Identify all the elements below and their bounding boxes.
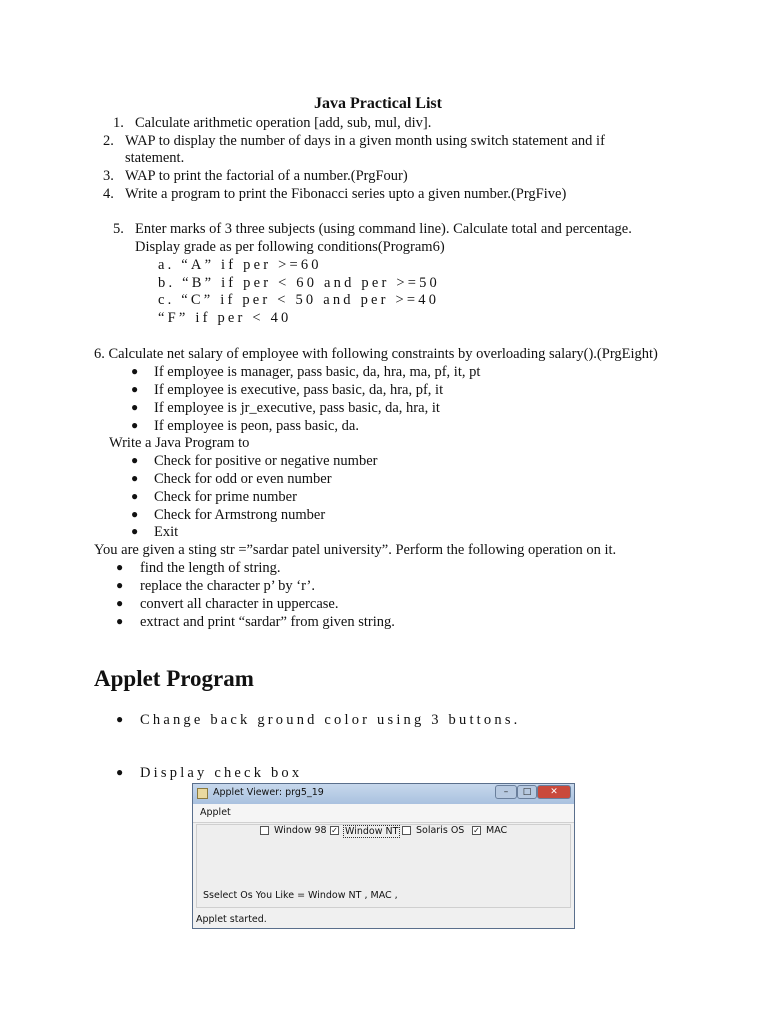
bullet-item: Check for odd or even number bbox=[154, 471, 332, 487]
section-text: You are given a sting str =”sardar patel university”. Perform the following operation on it. bbox=[94, 542, 617, 558]
bullet-icon: ● bbox=[131, 524, 139, 538]
bullet-icon: ● bbox=[116, 560, 124, 574]
bullet-icon: ● bbox=[116, 578, 124, 592]
checkbox-label: Solaris OS bbox=[416, 825, 465, 836]
bullet-icon: ● bbox=[131, 400, 139, 414]
bullet-icon: ● bbox=[131, 471, 139, 485]
bullet-item: Check for Armstrong number bbox=[154, 507, 326, 523]
checkbox-label: MAC bbox=[486, 825, 508, 836]
list-item: WAP to print the factorial of a number.(PrgFour) bbox=[125, 168, 408, 184]
checkbox-label: Window NT bbox=[345, 826, 399, 837]
checkbox-mac[interactable]: ✓ bbox=[473, 826, 480, 835]
bullet-item: find the length of string. bbox=[140, 560, 281, 576]
bullet-icon: ● bbox=[131, 453, 139, 467]
applet-heading: Applet Program bbox=[94, 666, 254, 691]
list-item-num: 4. bbox=[103, 186, 114, 202]
list-item-num: 1. bbox=[113, 115, 124, 131]
status-bar: Applet started. bbox=[196, 914, 267, 925]
bullet-item: extract and print “sardar” from given string. bbox=[140, 614, 395, 630]
section-text: Write a Java Program to bbox=[109, 435, 250, 451]
list-item-num: 3. bbox=[103, 168, 114, 184]
list-item: 6. Calculate net salary of employee with following constraints by overloading salary().(PrgEight) bbox=[94, 346, 658, 362]
list-item: WAP to display the number of days in a given month using switch statement and if bbox=[125, 133, 605, 149]
checkbox-window-98[interactable] bbox=[260, 826, 269, 835]
bullet-item: convert all character in uppercase. bbox=[140, 596, 339, 612]
bullet-icon: ● bbox=[131, 364, 139, 378]
bullet-item: replace the character p’ by ‘r’. bbox=[140, 578, 315, 594]
minimize-icon[interactable]: – bbox=[495, 785, 517, 799]
maximize-icon[interactable]: □ bbox=[517, 785, 537, 799]
bullet-item: If employee is executive, pass basic, da, hra, pf, it bbox=[154, 382, 444, 398]
list-item-continuation: Display grade as per following conditions(Program6) bbox=[135, 239, 445, 255]
applet-viewer-window bbox=[192, 783, 575, 929]
list-item-num: 5. bbox=[113, 221, 124, 237]
bullet-icon: ● bbox=[116, 712, 124, 726]
bullet-item: If employee is manager, pass basic, da, hra, ma, pf, it, pt bbox=[154, 364, 481, 380]
bullet-icon: ● bbox=[131, 489, 139, 503]
grade-condition: a. “A” if per >=60 bbox=[158, 257, 322, 273]
close-icon[interactable]: ✕ bbox=[537, 785, 571, 799]
menu-bar bbox=[193, 804, 574, 823]
checkbox-label: Window 98 bbox=[274, 825, 327, 836]
bullet-item: Check for prime number bbox=[154, 489, 297, 505]
list-item-num: 2. bbox=[103, 133, 114, 149]
checkbox-window-nt[interactable]: ✓ bbox=[331, 826, 338, 835]
bullet-item: Display check box bbox=[140, 765, 303, 781]
menu-applet[interactable]: Applet bbox=[200, 807, 231, 818]
bullet-icon: ● bbox=[116, 765, 124, 779]
selection-text: Sselect Os You Like = Window NT , MAC , bbox=[203, 890, 398, 901]
list-item: Write a program to print the Fibonacci series upto a given number.(PrgFive) bbox=[125, 186, 567, 202]
bullet-item: Change back ground color using 3 buttons. bbox=[140, 712, 521, 728]
page-title: Java Practical List bbox=[314, 95, 442, 112]
window-titlebar bbox=[193, 784, 574, 804]
list-item-continuation: statement. bbox=[125, 150, 185, 166]
list-item: Calculate arithmetic operation [add, sub, mul, div]. bbox=[135, 115, 432, 131]
checkbox-solaris-os[interactable] bbox=[402, 826, 411, 835]
grade-condition: b. “B” if per < 60 and per >=50 bbox=[158, 275, 440, 291]
bullet-icon: ● bbox=[116, 614, 124, 628]
bullet-icon: ● bbox=[131, 418, 139, 432]
grade-condition: “F” if per < 40 bbox=[158, 310, 292, 326]
bullet-item: Check for positive or negative number bbox=[154, 453, 378, 469]
bullet-icon: ● bbox=[131, 507, 139, 521]
window-title: Applet Viewer: prg5_19 bbox=[213, 787, 324, 798]
bullet-icon: ● bbox=[131, 382, 139, 396]
list-item: Enter marks of 3 three subjects (using command line). Calculate total and percentage. bbox=[135, 221, 632, 237]
bullet-item: Exit bbox=[154, 524, 179, 540]
grade-condition: c. “C” if per < 50 and per >=40 bbox=[158, 292, 440, 308]
bullet-item: If employee is jr_executive, pass basic, da, hra, it bbox=[154, 400, 440, 416]
bullet-item: If employee is peon, pass basic, da. bbox=[154, 418, 359, 434]
app-icon bbox=[197, 788, 208, 799]
bullet-icon: ● bbox=[116, 596, 124, 610]
